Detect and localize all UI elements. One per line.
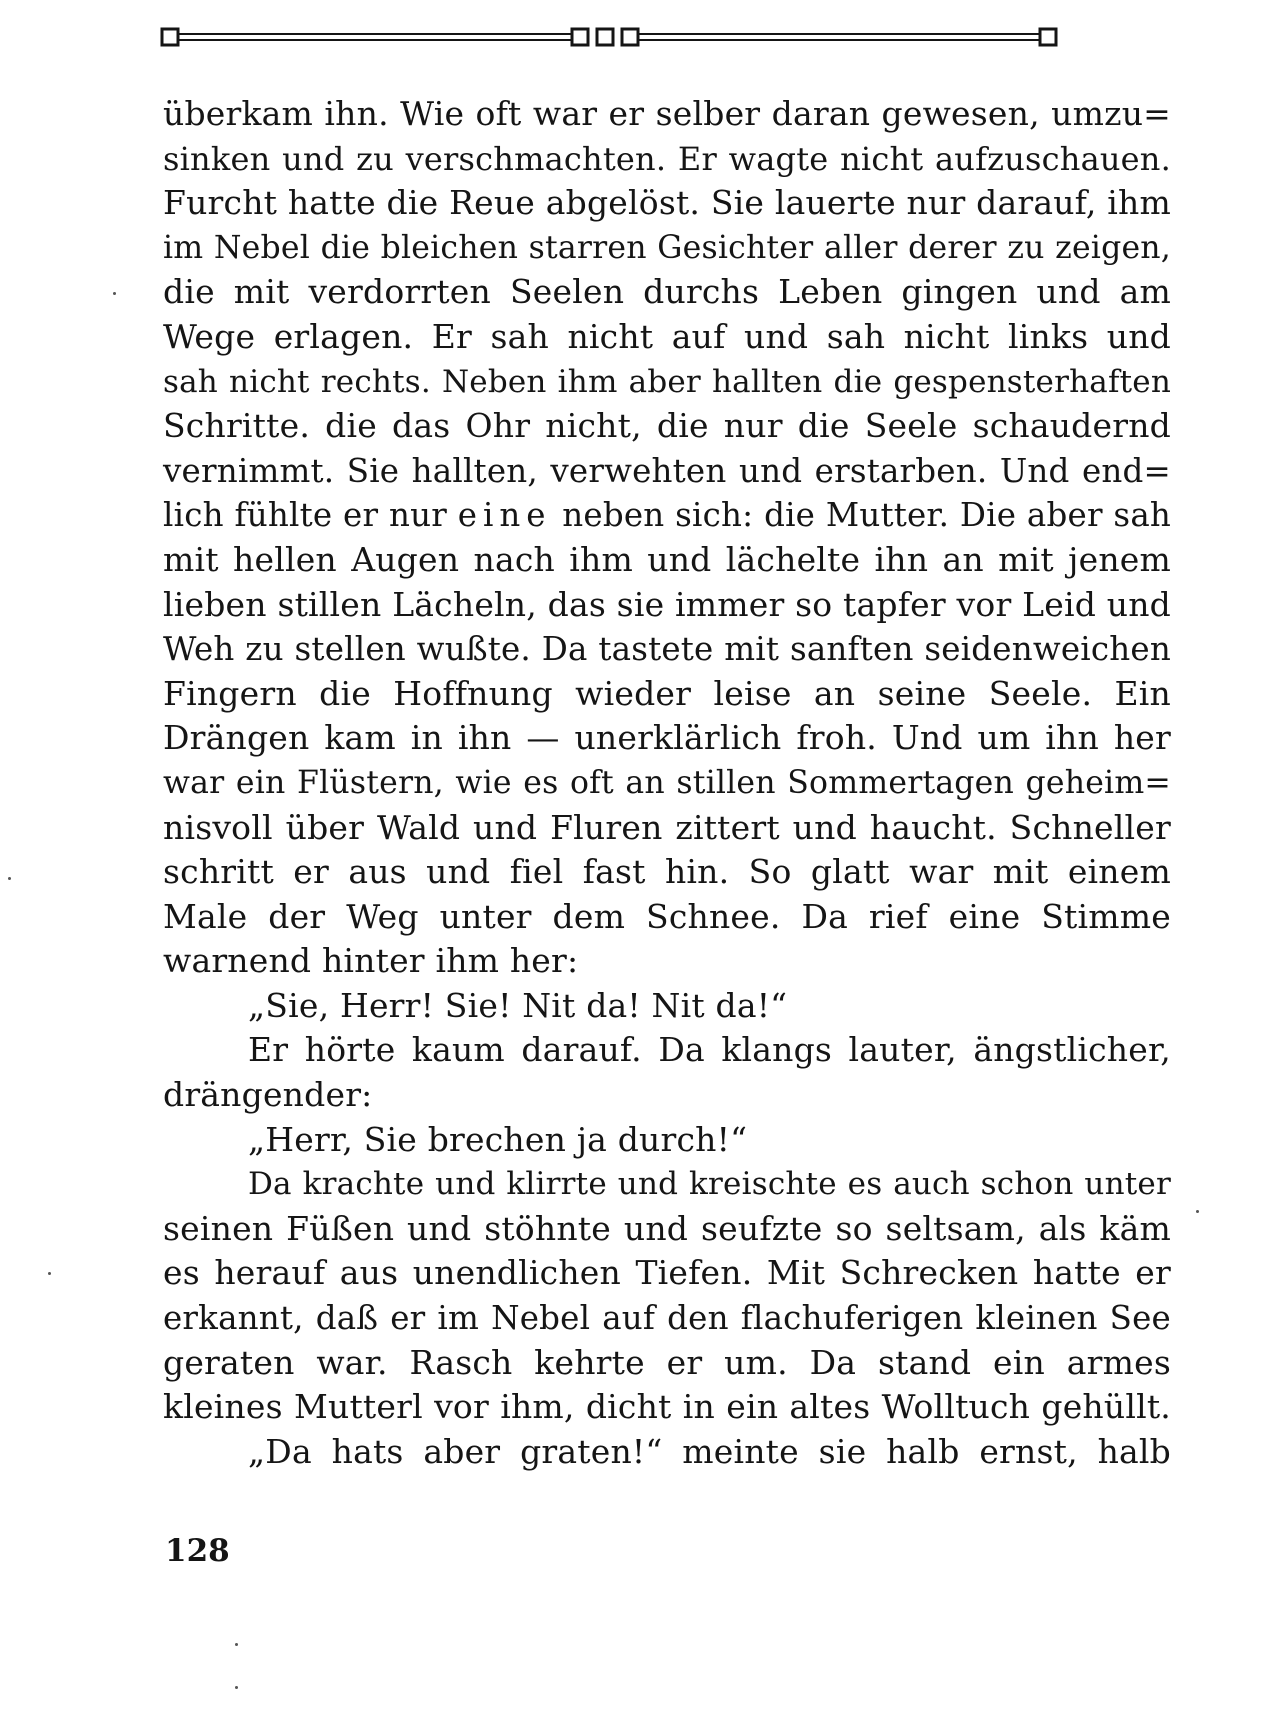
text-line: Fingern die Hoffnung wieder leise an seine Seele. Ein — [163, 673, 1171, 713]
text-line-with-emphasis — [163, 493, 1171, 538]
scan-speck — [113, 292, 116, 295]
text-line: überkam ihn. Wie oft war er selber daran gewesen, umzu= — [163, 94, 1171, 133]
text-line: geraten war. Rasch kehrte er um. Da stand ein armes — [163, 1342, 1171, 1382]
text-line: Schritte. die das Ohr nicht, die nur die Seele schaudernd — [163, 406, 1171, 446]
text-line: nisvoll über Wald und Fluren zittert und haucht. Schneller — [163, 807, 1171, 847]
dialogue-line: „Herr, Sie brechen ja durch!“ — [248, 1119, 748, 1159]
header-ornament — [160, 24, 1160, 54]
text-line: Weh zu stellen wußte. Da tastete mit sanften seidenweichen — [163, 630, 1171, 669]
scan-speck — [235, 1686, 238, 1689]
text-line: drängender: — [163, 1075, 373, 1115]
line-start: lich fühlte er nur — [163, 496, 447, 535]
text-line: seinen Füßen und stöhnte und seufzte so seltsam, als käm — [163, 1208, 1171, 1248]
dialogue-line: „Da hats aber graten!“ meinte sie halb ernst, halb — [248, 1431, 1171, 1471]
text-line: Male der Weg unter dem Schnee. Da rief eine Stimme — [163, 896, 1171, 936]
line-end: neben sich: die Mutter. Die aber sah — [562, 496, 1172, 535]
text-line: Drängen kam in ihn — unerklärlich froh. Und um ihn her — [163, 718, 1171, 758]
scan-speck — [1196, 1210, 1199, 1213]
text-line: sinken und zu verschmachten. Er wagte nicht aufzuschauen. — [163, 139, 1171, 178]
text-line: sah nicht rechts. Neben ihm aber hallten die gespensterhaften — [163, 363, 1171, 400]
dialogue-line: „Sie, Herr! Sie! Nit da! Nit da!“ — [248, 985, 788, 1025]
text-line: erkannt, daß er im Nebel auf den flachuferigen kleinen See — [163, 1299, 1171, 1338]
text-line: es herauf aus unendlichen Tiefen. Mit Schrecken hatte er — [163, 1253, 1171, 1293]
page-number: 128 — [165, 1533, 230, 1569]
text-line: war ein Flüstern, wie es oft an stillen Sommertagen geheim= — [163, 764, 1171, 801]
text-line: vernimmt. Sie hallten, verwehten und erstarben. Und end= — [163, 451, 1171, 490]
text-line: kleines Mutterl vor ihm, dicht in ein altes Wolltuch gehüllt. — [163, 1387, 1171, 1427]
emphasized-word: eine — [457, 496, 552, 535]
text-line: warnend hinter ihm her: — [163, 941, 579, 981]
scan-speck — [48, 1272, 51, 1275]
text-line: Furcht hatte die Reue abgelöst. Sie lauerte nur darauf, ihm — [163, 183, 1171, 223]
scan-speck — [235, 1643, 238, 1646]
text-line: Wege erlagen. Er sah nicht auf und sah nicht links und — [163, 316, 1171, 356]
text-line: mit hellen Augen nach ihm und lächelte ihn an mit jenem — [163, 539, 1171, 579]
text-line: lieben stillen Lächeln, das sie immer so tapfer vor Leid und — [163, 584, 1171, 624]
text-line: Da krachte und klirrte und kreischte es auch schon unter — [248, 1166, 1171, 1203]
body-text — [163, 92, 1171, 1474]
text-line: im Nebel die bleichen starren Gesichter aller derer zu zeigen, — [163, 229, 1171, 266]
text-line: Er hörte kaum darauf. Da klangs lauter, ängstlicher, — [248, 1030, 1171, 1070]
scan-speck — [8, 877, 11, 880]
text-line: die mit verdorrten Seelen durchs Leben gingen und am — [163, 272, 1171, 312]
text-line: schritt er aus und fiel fast hin. So glatt war mit einem — [163, 852, 1171, 892]
